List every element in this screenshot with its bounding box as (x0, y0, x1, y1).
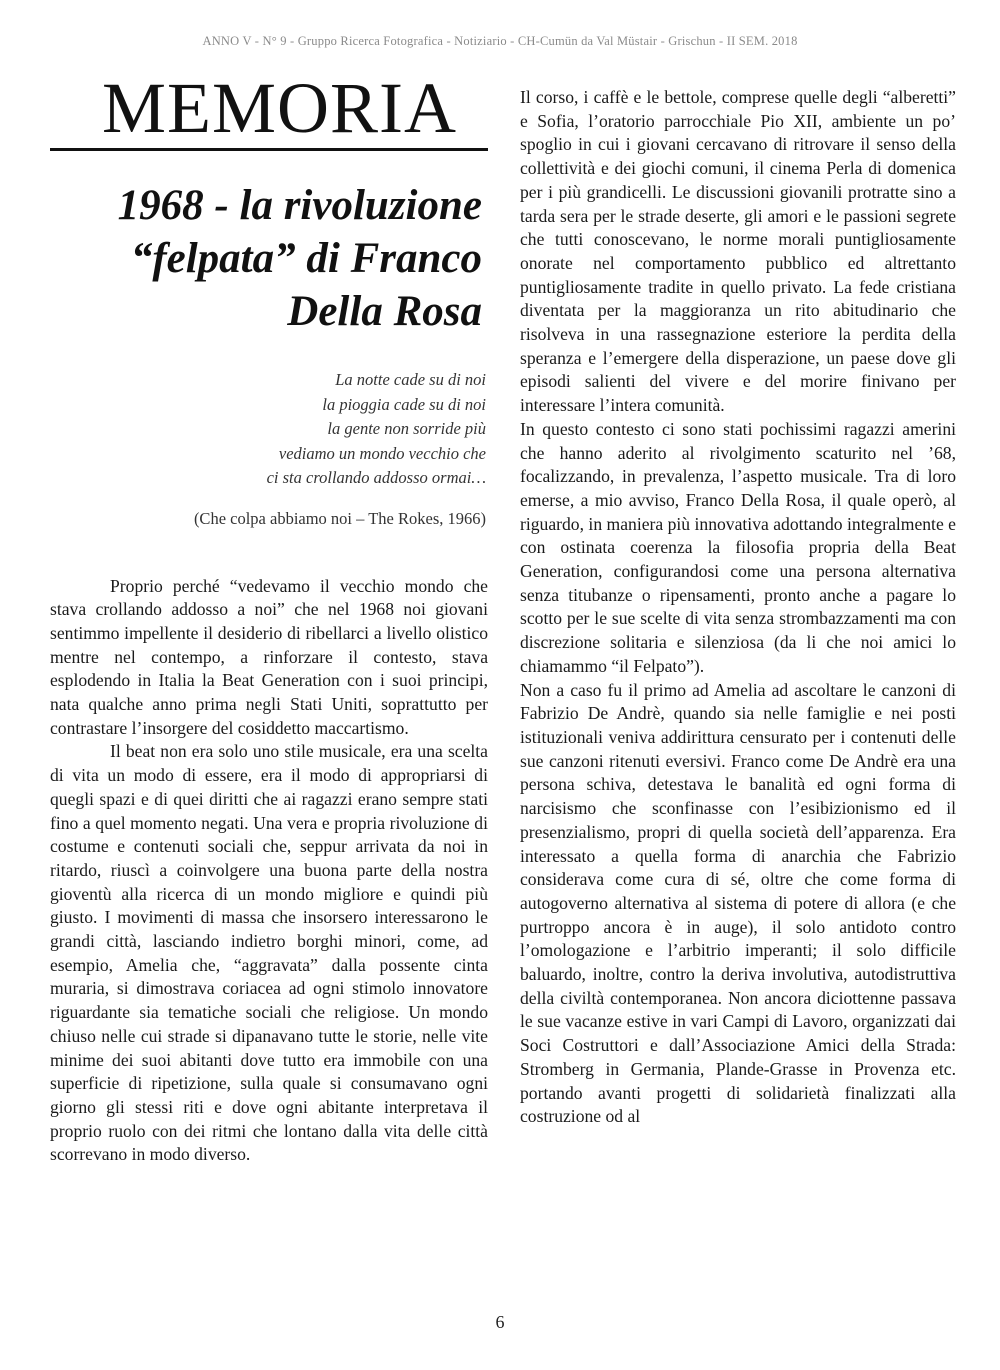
left-column (50, 68, 488, 1167)
title-divider (50, 148, 488, 151)
epigraph-line: la pioggia cade su di noi (322, 394, 486, 414)
page-number: 6 (495, 1312, 505, 1332)
article-title-line: 1968 - la rivoluzione (117, 182, 482, 229)
body-paragraph: In questo contesto ci sono stati pochissimi ragazzi amerini che hanno aderito al rivolgimento scaturito nel ’68, focalizzando, in prevalenza, l’aspetto musicale. Tra di loro emerse, a mio avviso, Franco Della Rosa, il quale operò, al riguardo, in maniera più innovativa adottando integralmente e con ostinata coerenza la filosofia propria della Beat Generation, configurandosi come una persona alternativa senza titubanze o ripensamenti, pronto anche a pagare lo scotto per le sue scelte di vita senza strombazzamenti ma con discrezione solitaria e silenziosa (da li che noi amici lo chiamammo “il Felpato”). (520, 418, 956, 676)
epigraph-line: la gente non sorride più (327, 419, 486, 438)
right-column (520, 86, 956, 1129)
section-title: MEMORIA (102, 68, 458, 148)
epigraph-line: La notte cade su di noi (335, 370, 486, 389)
right-body-text (520, 86, 956, 1129)
left-body-text (50, 575, 488, 1168)
body-paragraph: Proprio perché “vedevamo il vecchio mondo che stava crollando addosso a noi” che nel 1968 noi giovani sentimmo impellente il desiderio di ribellarci a livello olistico mentre nel contempo, a rinforzare il contesto, stava esplodendo in Italia la Beat Generation con i suoi principi, nata qualche anno prima negli Stati Uniti, soprattutto per contrastare l’insorgere del cosiddetto maccartismo. (50, 575, 488, 738)
body-paragraph: Non a caso fu il primo ad Amelia ad ascoltare le canzoni di Fabrizio De Andrè, quando sia nelle famiglie e nei posti istituzionali veniva addirittura censurato per i contenuti delle sue canzoni ritenuti eversivi. Franco come De Andrè era una persona schiva, detestava le banalità ed ogni forma di narcisismo che sconfinasse con l’esibizionismo ed il presenzialismo, propri di quella società dell’apparenza. Era interessato a quella forma di anarchia che Fabrizio considerava come cura di sé, oltre che come forma di autogoverno alternativa al sistema di potere di allora (e che purtroppo ancora è in auge), il solo antidoto contro l’omologazione e l’arbitrio imperanti; il solo difficile baluardo, inoltre, contro la deriva involutiva, autodistruttiva della civiltà contemporanea. Non ancora diciottenne passava le sue vacanze estive in vari Campi di Lavoro, organizzati dai Soci Costruttori e dall’Associazione Amici della Strada: Stromberg in Germania, Plande-Grasse in Provenza etc. portando avanti progetti di solidarietà finalizzati alla costruzione od al (520, 679, 956, 1127)
epigraph-line: vediamo un mondo vecchio che (278, 443, 486, 463)
epigraph (50, 368, 488, 491)
epigraph-source: (Che colpa abbiamo noi – The Rokes, 1966) (193, 508, 486, 528)
epigraph-line: ci sta crollando addosso ormai… (266, 468, 486, 487)
body-paragraph: Il corso, i caffè e le bettole, comprese quelle degli “alberetti” e Sofia, l’oratorio parrocchiale Pio XII, ambiente un po’ spoglio in cui i giovani cercavano di ritrovare il senso della collettività e dei giochi comuni, il cinema Perla di domenica per i più grandicelli. Le discussioni giovanili protratte sino a tarda sera per le strade deserte, gli amori e le passioni segrete che tutti conoscevano, le norme morali puntigliosamente onorate nel comportamento pubblico ed altrettanto puntigliosamente tradite in quello privato. La fede cristiana diventata per la maggioranza un rito abitudinario che risolveva in una rassegnazione esteriore la perdita della speranza e l’emergere della disperazione, un paese dove gli episodi salienti del vivere e del morire finivano per interessare l’intera comunità. (520, 87, 956, 416)
article-title (50, 179, 488, 338)
article-title-line: Della Rosa (287, 288, 482, 335)
running-header: ANNO V - N° 9 - Gruppo Ricerca Fotografica - Notiziario - CH-Cumün da Val Müstair - Grischun - II SEM. 2018 (202, 34, 798, 48)
article-title-line: “felpata” di Franco (130, 235, 482, 282)
body-paragraph: Il beat non era solo uno stile musicale, era una scelta di vita un modo di essere, era il modo di appropriarsi di quegli spazi e di quei diritti che ai ragazzi erano sempre stati fino a quel momento negati. Una vera e propria rivoluzione di costume e contenuti sociali che, seppur arrivata da noi in ritardo, riuscì a coinvolgere una buona parte della nostra gioventù alla ricerca di un mondo migliore e quindi più giusto. I movimenti di massa che insorsero interessarono le grandi città, lasciando indietro borghi minori, come, ad esempio, Amelia che, “aggravata” dalla possente cinta muraria, si dimostrava coriacea ad ogni stimolo innovatore riguardante sia tematiche sociali che religiose. Un mondo chiuso nelle cui strade si dipanavano tutte le storie, nelle vite minime dei suoi abitanti dove tutto era immobile con una superficie di ripetizione, sulla quale si consumavano ogni giorno gli stessi riti e dove ogni abitante interpretava il proprio ruolo con dei ritmi che lontano dalla vita delle città scorrevano in modo diverso. (50, 741, 488, 1165)
